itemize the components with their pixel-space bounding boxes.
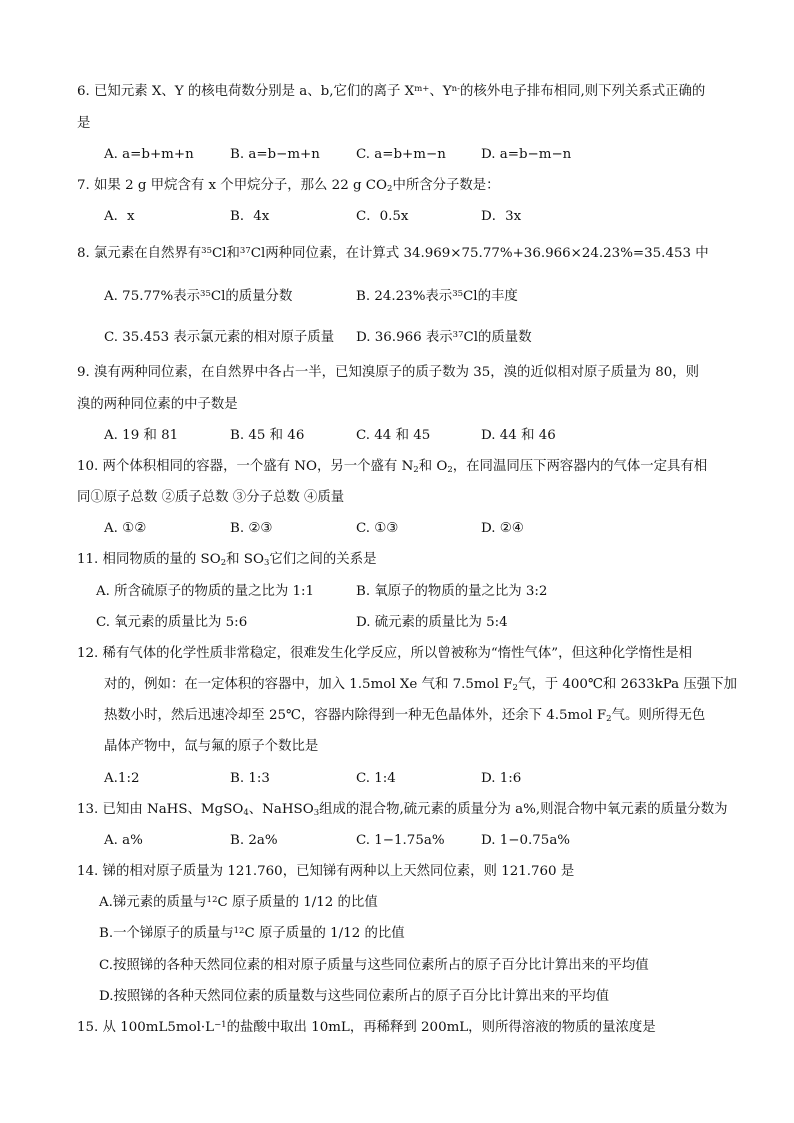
q14-option-c: C.按照锑的各种天然同位素的相对原子质量与这些同位素所占的原子百分比计算出来的平均值 — [99, 958, 649, 973]
q6-option-a: A. a=b+m+n — [104, 147, 194, 162]
q9-option-c: C. 44 和 45 — [356, 428, 431, 443]
q15-stem: 15. 从 $100mL5mol\cdot L^{-1}$的盐酸中取出 10mL，再稀释到 200mL，则所得溶液的物质的量浓度是 — [77, 1020, 656, 1035]
q10-option-d: D. ②④ — [481, 521, 524, 536]
q12-option-c: C. 1:4 — [356, 771, 396, 786]
q12-stem-line3: 热数小时，然后迅速冷却至 25℃，容器内除得到一种无色晶体外，还余下 4.5mol $F_2$气。则所得无色 — [104, 708, 706, 724]
q6-option-d: D. a=b−m−n — [481, 147, 572, 162]
q8-option-b: B. 24.23%表示$^{35}$Cl的丰度 — [356, 289, 518, 304]
q12-stem-line2: 对的，例如：在一定体积的容器中，加入 1.5mol Xe 气和 7.5mol $F_2$气，于 400℃和 2633kPa 压强下加 — [104, 677, 737, 693]
q9-option-a: A. 19 和 81 — [104, 428, 179, 443]
q10-stem-line1: 10. 两个体积相同的容器，一个盛有 NO，另一个盛有 $N_2$和 $O_2$，在同温同压下两容器内的气体一定具有相 — [77, 459, 708, 475]
q8-stem: 8. 氯元素在自然界有$^{35}$Cl和$^{37}$Cl两种同位素，在计算式 34.969×75.77%+36.966×24.23%=35.453 中 — [77, 246, 709, 261]
q12-option-b: B. 1:3 — [230, 771, 270, 786]
q9-option-b: B. 45 和 46 — [230, 428, 305, 443]
q12-option-a: A.1:2 — [104, 771, 140, 786]
q13-option-b: B. 2a% — [230, 833, 278, 848]
q11-option-c: C. 氧元素的质量比为 5:6 — [96, 615, 248, 630]
q11-stem: 11. 相同物质的量的 $SO_2$和 $SO_3$它们之间的关系是 — [77, 552, 377, 568]
q9-option-d: D. 44 和 46 — [481, 428, 556, 443]
q13-option-c: C. 1−1.75a% — [356, 833, 445, 848]
q13-option-d: D. 1−0.75a% — [481, 833, 571, 848]
q14-option-a: A.锑元素的质量与$^{12}$C 原子质量的 1/12 的比值 — [99, 895, 378, 910]
q10-option-b: B. ②③ — [230, 521, 273, 536]
q14-option-d: D.按照锑的各种天然同位素的质量数与这些同位素所占的原子百分比计算出来的平均值 — [99, 989, 609, 1004]
q9-stem-line1: 9. 溴有两种同位素，在自然界中各占一半，已知溴原子的质子数为 35，溴的近似相对原子质量为 80，则 — [77, 365, 700, 380]
q11-option-d: D. 硫元素的质量比为 5:4 — [356, 615, 508, 630]
q7-option-c: C．0.5x — [356, 209, 409, 224]
q11-option-b: B. 氧原子的物质的量之比为 3:2 — [356, 584, 548, 599]
q6-stem-line2: 是 — [77, 116, 91, 131]
q7-option-a: A．x — [104, 209, 135, 224]
q7-option-b: B．4x — [230, 209, 270, 224]
q7-option-d: D．3x — [481, 209, 522, 224]
q6-stem-line1: 6. 已知元素 X、Y 的核电荷数分别是 a、b,它们的离子 $X^{m+}$、$Y^{n-}$的核外电子排布相同,则下列关系式正确的 — [77, 84, 706, 99]
q12-option-d: D. 1:6 — [481, 771, 522, 786]
q8-option-c: C. 35.453 表示氯元素的相对原子质量 — [104, 330, 335, 345]
q10-option-c: C. ①③ — [356, 521, 399, 536]
q7-stem: 7. 如果 2 g 甲烷含有 x 个甲烷分子，那么 22 g $CO_2$中所含分子数是： — [77, 178, 500, 194]
q12-stem-line1: 12. 稀有气体的化学性质非常稳定，很难发生化学反应，所以曾被称为“惰性气体”，但这种化学惰性是相 — [77, 646, 693, 661]
q10-stem-line2: 同①原子总数 ②质子总数 ③分子总数 ④质量 — [77, 490, 345, 505]
q13-stem: 13. 已知由 NaHS、MgSO$_4$、NaHSO$_3$组成的混合物,硫元素的质量分为 a%,则混合物中氧元素的质量分数为 — [77, 802, 728, 818]
q8-option-d: D. 36.966 表示$^{37}$Cl的质量数 — [356, 330, 532, 345]
q6-option-c: C. a=b+m−n — [356, 147, 446, 162]
q10-option-a: A. ①② — [104, 521, 147, 536]
q6-option-b: B. a=b−m+n — [230, 147, 320, 162]
q9-stem-line2: 溴的两种同位素的中子数是 — [77, 397, 238, 412]
q13-option-a: A. a% — [104, 833, 143, 848]
q14-stem: 14. 锑的相对原子质量为 121.760，已知锑有两种以上天然同位素，则 121.760 是 — [77, 864, 575, 879]
q8-option-a: A. 75.77%表示$^{35}$Cl的质量分数 — [104, 289, 293, 304]
q14-option-b: B.一个锑原子的质量与$^{12}$C 原子质量的 1/12 的比值 — [99, 926, 405, 941]
q11-option-a: A. 所含硫原子的物质的量之比为 1:1 — [96, 584, 315, 599]
q12-stem-line4: 晶体产物中，氙与氟的原子个数比是 — [104, 739, 319, 754]
